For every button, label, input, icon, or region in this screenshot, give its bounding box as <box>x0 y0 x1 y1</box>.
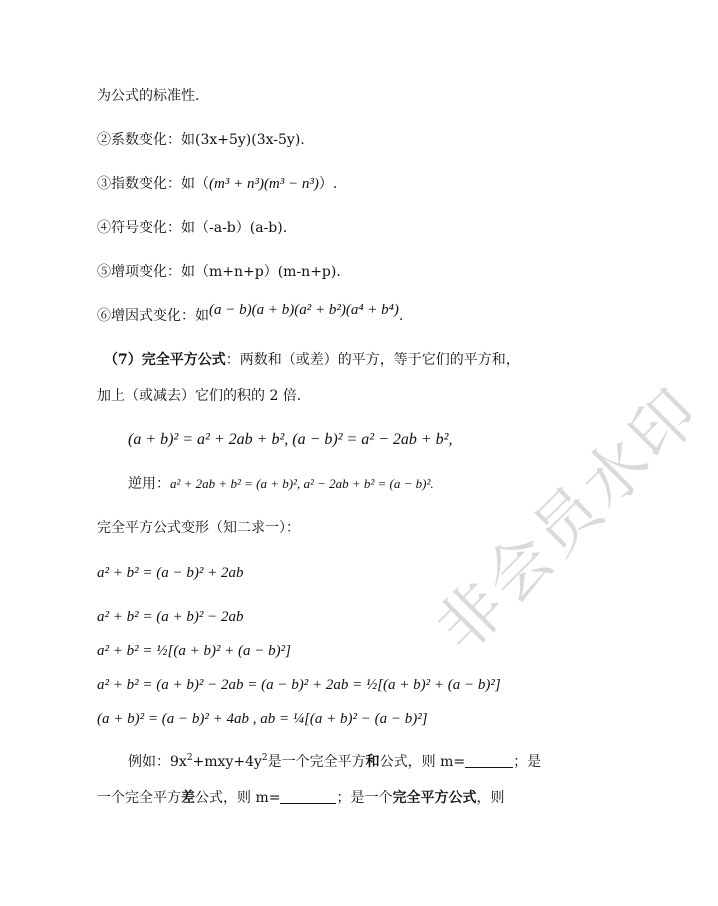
text-line-variants-heading: 完全平方公式变形（知二求一）： <box>97 520 300 536</box>
answer-blank-1[interactable] <box>465 753 513 768</box>
example-expr-mid: +mxy+4y <box>192 754 262 770</box>
reverse-use-label: 逆用： <box>128 476 170 492</box>
formula-variant-1: a² + b² = (a − b)² + 2ab <box>97 565 244 581</box>
example-one-perfect-square: 一个完全平方 <box>97 790 181 806</box>
answer-blank-2[interactable] <box>280 789 336 804</box>
formula-variant-2: a² + b² = (a + b)² − 2ab <box>97 609 244 625</box>
reverse-use-formula: a² + 2ab + b² = (a + b)², a² − 2ab + b² = (a − b)². <box>170 476 434 491</box>
example-formula-then: 公式，则 m= <box>379 754 466 770</box>
example-sum-word: 和 <box>365 754 380 770</box>
text-line-perfect-square <box>104 350 520 370</box>
exponent-formula: (m³ + n³)(m³ − n³) <box>209 176 319 192</box>
text-line-exponent <box>97 174 337 194</box>
formula-perfect-square: (a + b)² = a² + 2ab + b², (a − b)² = a² − 2ab + b², <box>128 431 453 448</box>
example-is-one: ；是一个 <box>336 790 393 806</box>
watermark: 非会员水印 <box>422 373 716 667</box>
text-line-factor <box>97 302 404 326</box>
perfect-square-heading: （7）完全平方公式 <box>104 352 226 368</box>
example-intro: 例如：9x <box>128 754 187 770</box>
formula-variant-3: a² + b² = ½[(a + b)² + (a − b)²] <box>97 643 292 659</box>
text-line-coefficient: ②系数变化：如(3x+5y)(3x-5y). <box>97 132 305 148</box>
example-formula-then-2: 公式，则 m= <box>195 790 281 806</box>
example-perfect-square-formula: 完全平方公式 <box>392 790 477 806</box>
example-is: ；是 <box>513 754 542 770</box>
example-difference-word: 差 <box>181 790 195 806</box>
factor-label: ⑥增因式变化：如 <box>97 308 209 324</box>
example-perfect-square: 是一个完全平方 <box>267 754 366 770</box>
text-line-example-2 <box>97 788 504 808</box>
exponent-label: ③指数变化：如（ <box>97 176 209 192</box>
perfect-square-definition: ：两数和（或差）的平方，等于它们的平方和， <box>225 352 520 368</box>
factor-formula: (a − b)(a + b)(a² + b²)(a⁴ + b⁴) <box>209 302 399 318</box>
exponent-end: ）. <box>318 176 338 192</box>
text-line-1: 为公式的标准性. <box>97 88 200 104</box>
text-line-definition-cont: 加上（或减去）它们的积的 2 倍. <box>97 388 302 404</box>
text-line-reverse-use <box>128 474 434 494</box>
formula-variant-4: a² + b² = (a + b)² − 2ab = (a − b)² + 2ab = ½[(a + b)² + (a − b)²] <box>97 677 501 693</box>
text-line-added-term: ⑤增项变化：如（m+n+p）(m-n+p). <box>97 264 341 280</box>
text-line-example-1: 例如：$9x^2+mxy+4y^2$是一个完全平方和公式，则 m= ；是 <box>128 753 542 770</box>
formula-variant-5: (a + b)² = (a − b)² + 4ab , ab = ¼[(a + b)² − (a − b)²] <box>97 711 428 727</box>
example-then: ，则 <box>476 790 505 806</box>
factor-end: . <box>398 308 404 324</box>
text-line-sign: ④符号变化：如（-a-b）(a-b). <box>97 220 288 236</box>
